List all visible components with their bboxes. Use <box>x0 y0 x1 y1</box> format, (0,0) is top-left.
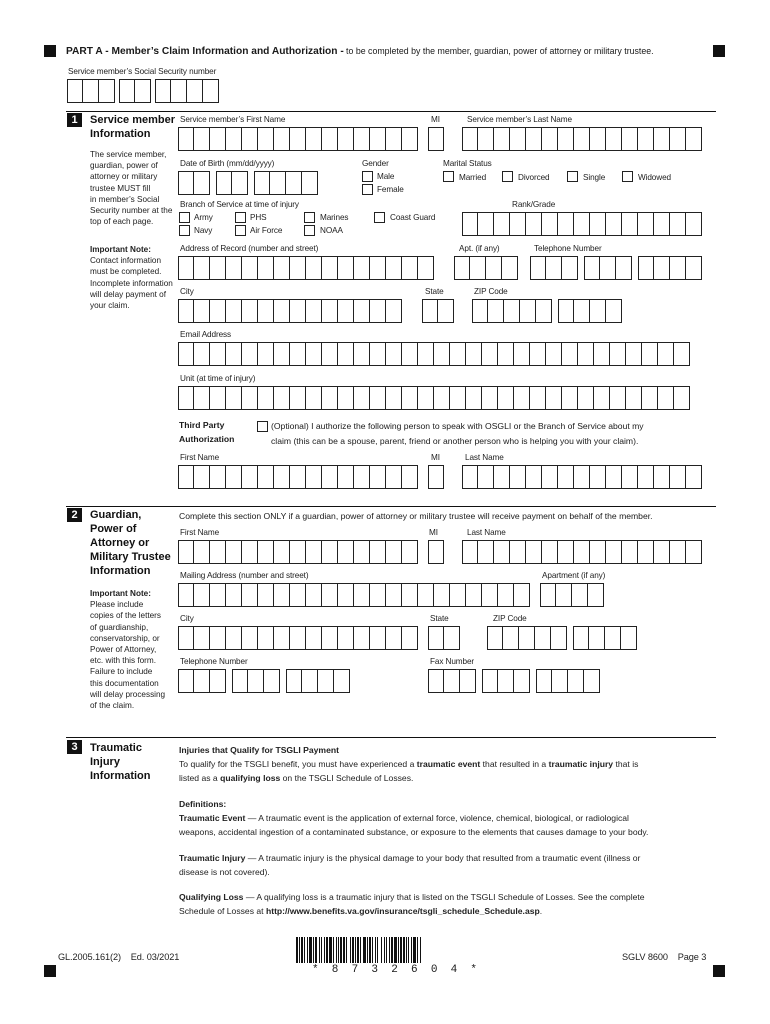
g-mailing-field[interactable] <box>178 583 530 607</box>
marital-married-checkbox[interactable] <box>443 171 454 182</box>
branch-marines-label: Marines <box>320 213 349 222</box>
branch-marines-checkbox[interactable] <box>304 212 315 223</box>
apt-label: Apt. (if any) <box>459 244 500 253</box>
marital-single-checkbox[interactable] <box>567 171 578 182</box>
part-title: PART A - Member’s Claim Information and Authorization - <box>66 46 344 57</box>
g-state-label: State <box>430 614 449 623</box>
g-zip-label: ZIP Code <box>493 614 527 623</box>
rank-label: Rank/Grade <box>512 200 556 209</box>
g-apartment-field[interactable] <box>540 583 604 607</box>
traumatic-injury-definition: Traumatic Injury — A traumatic injury is the physical damage to your body that resulted from a traumatic event (illness or disease is not covered). <box>179 853 641 877</box>
definitions-heading: Definitions: <box>179 799 227 809</box>
branch-noaa-label: NOAA <box>320 226 343 235</box>
third-party-checkbox[interactable] <box>257 421 268 432</box>
branch-label: Branch of Service at time of injury <box>180 200 299 209</box>
branch-noaa-checkbox[interactable] <box>304 225 315 236</box>
marital-divorced-label: Divorced <box>518 173 550 182</box>
state-field[interactable] <box>422 299 454 323</box>
section2-rule <box>66 506 716 507</box>
mi-field[interactable] <box>428 127 444 151</box>
section3-number: 3 <box>67 740 82 754</box>
registration-mark-top-left <box>44 45 56 57</box>
section3-heading: Injuries that Qualify for TSGLI Payment <box>179 745 339 755</box>
branch-air-force-checkbox[interactable] <box>235 225 246 236</box>
dob-label: Date of Birth (mm/dd/yyyy) <box>180 159 275 168</box>
gender-label: Gender <box>362 159 389 168</box>
barcode-text: * 8 7 3 2 6 0 4 * <box>312 964 478 976</box>
tp-first-name-label: First Name <box>180 453 220 462</box>
apt-field[interactable] <box>454 256 518 280</box>
phone-field[interactable] <box>530 256 702 280</box>
section1-rule <box>66 111 716 112</box>
g-mi-label: MI <box>429 528 438 537</box>
email-label: Email Address <box>180 330 232 339</box>
g-zip-field[interactable] <box>487 626 637 650</box>
gender-female-checkbox[interactable] <box>362 184 373 195</box>
section2-title: Guardian, Power of Attorney or Military Trustee Information <box>90 509 171 577</box>
g-last-name-field[interactable] <box>462 540 702 564</box>
g-phone-field[interactable] <box>178 669 350 693</box>
qualifying-loss-definition: Qualifying Loss — A qualifying loss is a traumatic injury that is listed on the TSGLI Schedule of Losses. See the complete Schedule of Losses at http://www.benefits.va.gov/insurance/tsgli_schedule_Schedule.asp. <box>179 892 645 916</box>
g-city-label: City <box>180 614 194 623</box>
first-name-field[interactable] <box>178 127 418 151</box>
section2-number: 2 <box>67 508 82 522</box>
branch-army-checkbox[interactable] <box>179 212 190 223</box>
branch-coast-guard-label: Coast Guard <box>390 213 436 222</box>
branch-navy-checkbox[interactable] <box>179 225 190 236</box>
address-field[interactable] <box>178 256 434 280</box>
marital-widowed-label: Widowed <box>638 173 671 182</box>
footer-form-id: GL.2005.161(2) Ed. 03/2021 <box>58 952 180 962</box>
marital-widowed-checkbox[interactable] <box>622 171 633 182</box>
gender-female-label: Female <box>377 185 404 194</box>
branch-army-label: Army <box>194 213 213 222</box>
section2-important-note: Important Note: Please include copies of the letters of guardianship, conservatorship, or Power of Attorney, etc. with this form. Failure to include this documentation will delay processing of the claim. <box>90 589 166 711</box>
tp-first-name-field[interactable] <box>178 465 418 489</box>
g-fax-label: Fax Number <box>430 657 475 666</box>
g-apartment-label: Apartment (if any) <box>542 571 606 580</box>
schedule-link[interactable]: http://www.benefits.va.gov/insurance/tsgli_schedule_Schedule.asp <box>265 905 540 916</box>
gender-male-label: Male <box>377 172 395 181</box>
address-label: Address of Record (number and street) <box>180 244 319 253</box>
city-label: City <box>180 287 194 296</box>
third-party-title: Third Party Authorization <box>179 420 235 444</box>
g-first-name-label: First Name <box>180 528 220 537</box>
marital-married-label: Married <box>459 173 487 182</box>
part-subtitle: to be completed by the member, guardian, power of attorney or military trustee. <box>346 46 654 56</box>
branch-phs-checkbox[interactable] <box>235 212 246 223</box>
section3-intro-paragraph: To qualify for the TSGLI benefit, you must have experienced a traumatic event that resulted in a traumatic injury that is listed as a qualifying loss on the TSGLI Schedule of Losses. <box>179 759 639 783</box>
section1-important-note: Important Note: Contact information must be completed. Incomplete information will delay payment of your claim. <box>90 245 173 311</box>
marital-divorced-checkbox[interactable] <box>502 171 513 182</box>
registration-mark-bottom-right <box>713 965 725 977</box>
section3-rule <box>66 737 716 738</box>
branch-phs-label: PHS <box>250 213 267 222</box>
section1-number: 1 <box>67 113 82 127</box>
marital-single-label: Single <box>583 173 606 182</box>
footer-page: SGLV 8600 Page 3 <box>622 952 707 962</box>
mi-label: MI <box>431 115 440 124</box>
phone-label: Telephone Number <box>534 244 602 253</box>
g-phone-label: Telephone Number <box>180 657 248 666</box>
traumatic-event-definition: Traumatic Event — A traumatic event is the application of external force, violence, chemical, biological, or radiological weapons, accidental ingestion of a contaminated substance, or exposure to the elements that causes damage to your body. <box>179 813 649 837</box>
section1-side-note: The service member, guardian, power of attorney or military trustee MUST fill in member’s Social Security number at the top of each page. <box>90 150 173 227</box>
last-name-label: Service member’s Last Name <box>467 115 572 124</box>
barcode-bar <box>421 937 422 963</box>
branch-navy-label: Navy <box>194 226 213 235</box>
zip-label: ZIP Code <box>474 287 508 296</box>
branch-coast-guard-checkbox[interactable] <box>374 212 385 223</box>
g-mailing-label: Mailing Address (number and street) <box>180 571 309 580</box>
gender-male-checkbox[interactable] <box>362 171 373 182</box>
last-name-field[interactable] <box>462 127 702 151</box>
g-first-name-field[interactable] <box>178 540 418 564</box>
city-field[interactable] <box>178 299 402 323</box>
section3-title: Traumatic Injury Information <box>90 742 151 782</box>
rank-field[interactable] <box>462 212 702 236</box>
tp-last-name-field[interactable] <box>462 465 702 489</box>
unit-label: Unit (at time of injury) <box>180 374 256 383</box>
section2-intro: Complete this section ONLY if a guardian, power of attorney or military trustee will receive payment on behalf of the member. <box>179 511 653 521</box>
ssn-label: Service member’s Social Security number <box>68 67 217 76</box>
marital-label: Marital Status <box>443 159 492 168</box>
tp-mi-label: MI <box>431 453 440 462</box>
g-last-name-label: Last Name <box>467 528 506 537</box>
third-party-text: (Optional) I authorize the following person to speak with OSGLI or the Branch of Service about my claim (this can be a spouse, parent, friend or another person who is helping you with your claim). <box>271 421 644 446</box>
zip-field[interactable] <box>472 299 622 323</box>
first-name-label: Service member’s First Name <box>180 115 286 124</box>
branch-air-force-label: Air Force <box>250 226 283 235</box>
dob-field[interactable] <box>178 171 318 195</box>
g-city-field[interactable] <box>178 626 418 650</box>
g-mi-field[interactable] <box>428 540 444 564</box>
ssn-field[interactable] <box>67 79 219 103</box>
g-state-field[interactable] <box>428 626 460 650</box>
section1-title: Service member Information <box>90 114 175 140</box>
state-label: State <box>425 287 444 296</box>
tp-mi-field[interactable] <box>428 465 444 489</box>
unit-field[interactable] <box>178 386 690 410</box>
barcode <box>296 937 422 963</box>
tp-last-name-label: Last Name <box>465 453 504 462</box>
g-fax-field[interactable] <box>428 669 600 693</box>
registration-mark-top-right <box>713 45 725 57</box>
part-header <box>66 46 654 57</box>
email-field[interactable] <box>178 342 690 366</box>
registration-mark-bottom-left <box>44 965 56 977</box>
